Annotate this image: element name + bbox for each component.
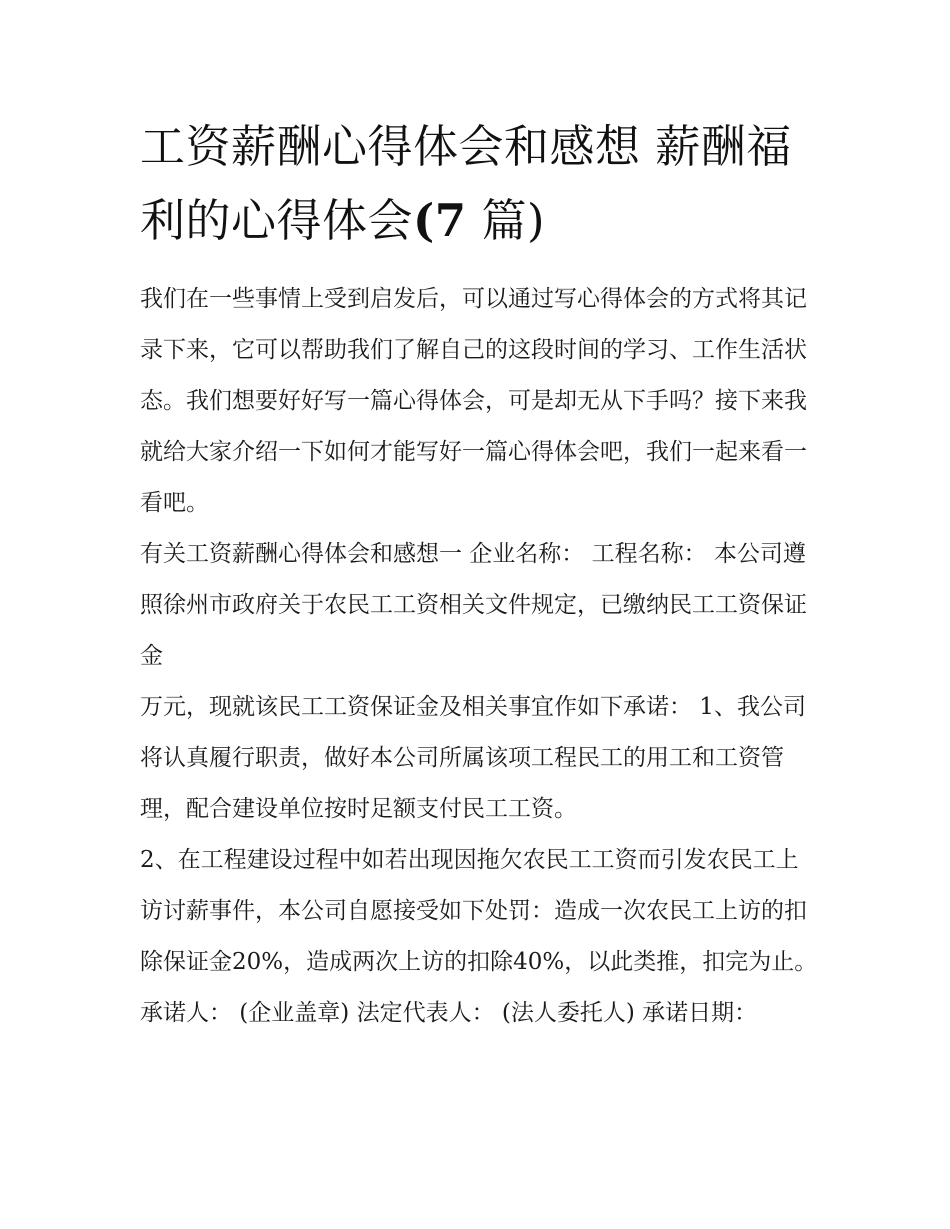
document-page xyxy=(140,110,820,1039)
document-title xyxy=(140,110,820,258)
signature-line: 承诺人： (企业盖章) 法定代表人： (法人委托人) 承诺日期： xyxy=(140,1000,758,1026)
body-paragraph-company-info: 有关工资薪酬心得体会和感想一 企业名称： 工程名称： 本公司遵照徐州市政府关于农民工工资相关文件规定，已缴纳民工工资保证金 xyxy=(140,541,807,669)
intro-paragraph: 我们在一些事情上受到启发后，可以通过写心得体会的方式将其记录下来，它可以帮助我们了解自己的这段时间的学习、工作生活状态。我们想要好好写一篇心得体会，可是却无从下手吗？接下来我就给大家介绍一下如何才能写好一篇心得体会吧，我们一起来看一看吧。 xyxy=(140,286,807,516)
body-paragraph-commitment-2: 2、在工程建设过程中如若出现因拖欠农民工工资而引发农民工上访讨薪事件，本公司自愿接受如下处罚：造成一次农民工上访的扣除保证金20%，造成两次上访的扣除40%，以此类推，扣完为止。 xyxy=(140,847,818,975)
body-paragraph-commitment-1: 万元，现就该民工工资保证金及相关事宜作如下承诺： 1、我公司将认真履行职责，做好本公司所属该项工程民工的用工和工资管理，配合建设单位按时足额支付民工工资。 xyxy=(140,694,806,822)
title-text-main: 工资薪酬心得体会和感想 薪酬福利的心得体会 xyxy=(140,120,792,247)
title-count-number: (7 xyxy=(413,194,467,247)
title-count-unit: 篇) xyxy=(481,194,545,247)
